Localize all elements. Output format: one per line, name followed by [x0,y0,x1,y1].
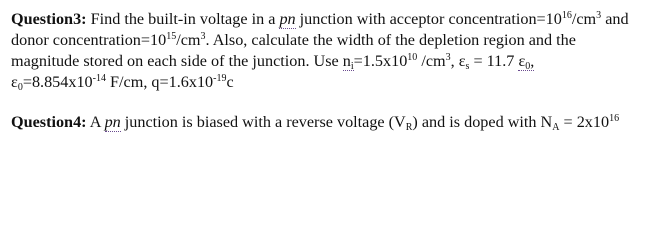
q3-line-2 [11,30,654,51]
q3-text: junction with acceptor concentration=10 [295,10,562,28]
exponent: -14 [92,73,106,84]
exponent: 16 [609,113,620,124]
q3-text: = 11.7 [469,52,519,70]
q4-text: ) and is doped with N [412,113,553,131]
q3-text: , [530,52,535,70]
question-3 [11,9,654,93]
q4-text: junction is biased with a reverse voltage (V [120,113,406,131]
eps0-term [518,52,534,71]
unit: /cm [417,52,446,70]
subscript: 0 [525,61,531,72]
q3-text: donor concentration=10 [11,31,167,49]
subscript: A [552,122,560,133]
q3-text: magnitude stored on each side of the junction. Use [11,52,343,70]
exponent: 3 [596,10,602,21]
q3-text: , [450,52,459,70]
pn-term: pn [279,10,296,28]
q4-text: A [86,113,105,131]
pn-term: pn [104,113,121,131]
exponent: 16 [561,10,572,21]
q3-line-4 [11,72,654,93]
q4-text: = 2x10 [559,113,610,131]
subscript: 0 [17,82,23,93]
q3-text: =1.5x10 [353,52,408,70]
q3-line-1 [11,9,654,30]
q3-text: . Also, calculate the width of the depletion region and the [205,31,576,49]
ni-term [343,52,354,71]
subscript: i [350,61,354,72]
question-4 [11,112,619,133]
q3-text: =8.854x10 [22,73,93,91]
exponent: -19 [213,73,227,84]
unit: /cm [571,10,597,28]
q3-label: Question3: [11,10,87,28]
q3-text: c [226,73,234,91]
subscript: s [465,61,470,72]
subscript: R [405,122,413,133]
q3-line-3 [11,51,654,72]
epsilon-symbol: ε [518,52,526,70]
q3-text: and [601,10,629,28]
exponent: 3 [200,31,206,42]
exponent: 3 [445,52,451,63]
exponent: 15 [166,31,177,42]
unit: F/cm, q=1.6x10 [106,73,214,91]
unit: /cm [176,31,201,49]
q4-label: Question4: [11,113,87,131]
epsilon-symbol: ε [11,73,18,91]
q3-text: Find the built-in voltage in a [86,10,280,28]
exponent: 10 [407,52,418,63]
ni-symbol: n [342,52,351,70]
epsilon-symbol: ε [458,52,466,70]
